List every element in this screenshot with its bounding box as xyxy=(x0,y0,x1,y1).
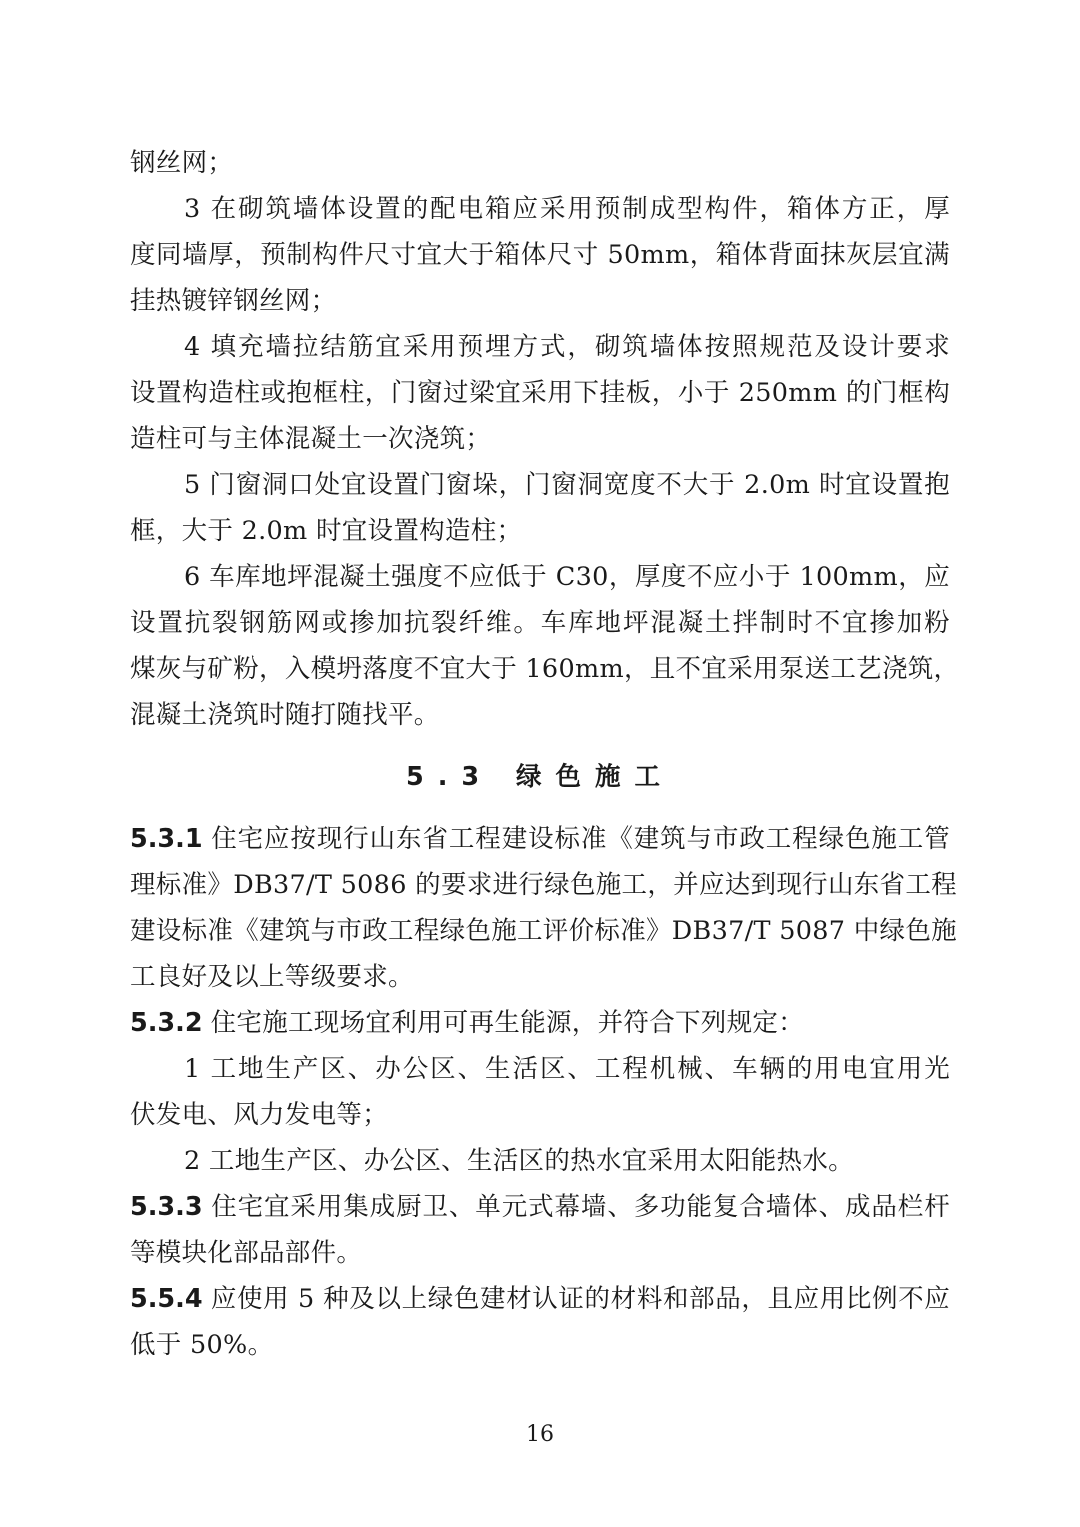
text-line: 3 在砌筑墙体设置的配电箱应采用预制成型构件，箱体方正，厚 xyxy=(184,194,950,224)
clause-number: 5.3.1 xyxy=(130,824,203,854)
clause-number: 5.3.2 xyxy=(130,1008,203,1038)
text-line: 理标准》DB37/T 5086 的要求进行绿色施工，并应达到现行山东省工程 xyxy=(130,870,957,900)
text-line xyxy=(130,1184,950,1230)
clause-text: 住宅施工现场宜利用可再生能源，并符合下列规定： xyxy=(210,1008,805,1038)
text-line: 1 工地生产区、办公区、生活区、工程机械、车辆的用电宜用光 xyxy=(184,1054,950,1084)
text-line: 低于 50%。 xyxy=(130,1330,274,1360)
page-number: 16 xyxy=(526,1422,554,1447)
page-content xyxy=(130,140,960,1368)
text-line: 工良好及以上等级要求。 xyxy=(130,962,414,992)
text-line: 建设标准《建筑与市政工程绿色施工评价标准》DB37/T 5087 中绿色施 xyxy=(130,916,957,946)
clause-number: 5.3.3 xyxy=(130,1192,203,1222)
text-line: 设置构造柱或抱框柱，门窗过梁宜采用下挂板，小于 250mm 的门框构 xyxy=(130,378,950,408)
clause-number: 5.5.4 xyxy=(130,1284,203,1314)
text-line: 挂热镀锌钢丝网； xyxy=(130,286,337,316)
section-title: 5.3 绿色施工 xyxy=(405,762,675,792)
text-line: 4 填充墙拉结筋宜采用预埋方式，砌筑墙体按照规范及设计要求 xyxy=(184,332,950,362)
continued-clause-text xyxy=(130,140,960,738)
clause-text: 应使用 5 种及以上绿色建材认证的材料和部品，且应用比例不应 xyxy=(210,1284,950,1314)
clause-5-5-4 xyxy=(130,1276,950,1368)
text-line: 煤灰与矿粉，入模坍落度不宜大于 160mm，且不宜采用泵送工艺浇筑， xyxy=(130,654,960,684)
text-line: 混凝土浇筑时随打随找平。 xyxy=(130,700,440,730)
text-line xyxy=(130,1276,950,1322)
text-line: 钢丝网； xyxy=(130,148,234,178)
clause-5-3-1 xyxy=(130,816,957,1000)
text-line: 造柱可与主体混凝土一次浇筑； xyxy=(130,424,492,454)
clause-5-3-2 xyxy=(130,1000,950,1184)
clause-text: 住宅应按现行山东省工程建设标准《建筑与市政工程绿色施工管 xyxy=(210,824,950,854)
text-line: 等模块化部品部件。 xyxy=(130,1238,363,1268)
text-line: 伏发电、风力发电等； xyxy=(130,1100,389,1130)
text-line: 设置抗裂钢筋网或掺加抗裂纤维。车库地坪混凝土拌制时不宜掺加粉 xyxy=(130,608,950,638)
text-line: 6 车库地坪混凝土强度不应低于 C30，厚度不应小于 100mm，应 xyxy=(184,562,950,592)
clause-5-3-3 xyxy=(130,1184,950,1276)
clause-list xyxy=(130,816,957,1368)
text-line: 度同墙厚，预制构件尺寸宜大于箱体尺寸 50mm，箱体背面抹灰层宜满 xyxy=(130,240,950,270)
clause-text: 住宅宜采用集成厨卫、单元式幕墙、多功能复合墙体、成品栏杆 xyxy=(210,1192,950,1222)
text-line: 框，大于 2.0m 时宜设置构造柱； xyxy=(130,516,523,546)
text-line: 2 工地生产区、办公区、生活区的热水宜采用太阳能热水。 xyxy=(184,1146,854,1176)
text-line xyxy=(130,816,950,862)
text-line: 5 门窗洞口处宜设置门窗垛，门窗洞宽度不大于 2.0m 时宜设置抱 xyxy=(184,470,950,500)
text-line xyxy=(130,1000,950,1046)
